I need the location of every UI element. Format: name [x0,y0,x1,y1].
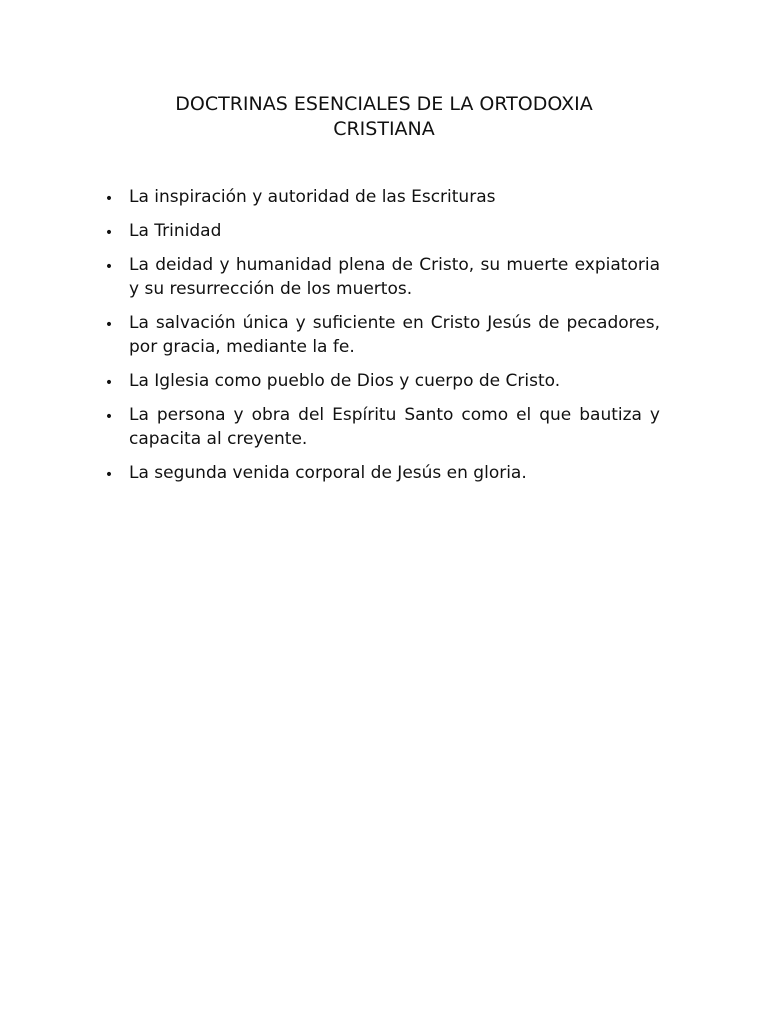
list-item-text: La salvación única y suficiente en Cristo Jesús de pecadores, por gracia, mediante la fe. [129,313,660,357]
list-item-text: La persona y obra del Espíritu Santo como el que bautiza y capacita al creyente. [129,405,660,449]
bullet-icon: • [104,409,114,425]
list-item [103,461,660,485]
bullet-icon: • [104,259,114,275]
list-item-text: La inspiración y autoridad de las Escrituras [129,187,496,207]
list-item [103,219,660,243]
list-item [103,403,660,451]
list-item [103,185,660,209]
bullet-icon: • [104,191,114,207]
list-item-text: La deidad y humanidad plena de Cristo, su muerte expiatoria y su resurrección de los muertos. [129,255,660,299]
bullet-icon: • [104,225,114,241]
list-item-text: La segunda venida corporal de Jesús en gloria. [129,463,527,483]
bullet-icon: • [104,317,114,333]
list-item [103,253,660,301]
bullet-icon: • [104,375,114,391]
list-item-text: La Trinidad [129,221,222,241]
list-item [103,311,660,359]
document-title [0,92,768,142]
list-item [103,369,660,393]
title-line-2: CRISTIANA [333,118,435,140]
bullet-icon: • [104,467,114,483]
doctrine-list [103,185,660,495]
list-item-text: La Iglesia como pueblo de Dios y cuerpo de Cristo. [129,371,561,391]
title-line-1: DOCTRINAS ESENCIALES DE LA ORTODOXIA [175,93,593,115]
